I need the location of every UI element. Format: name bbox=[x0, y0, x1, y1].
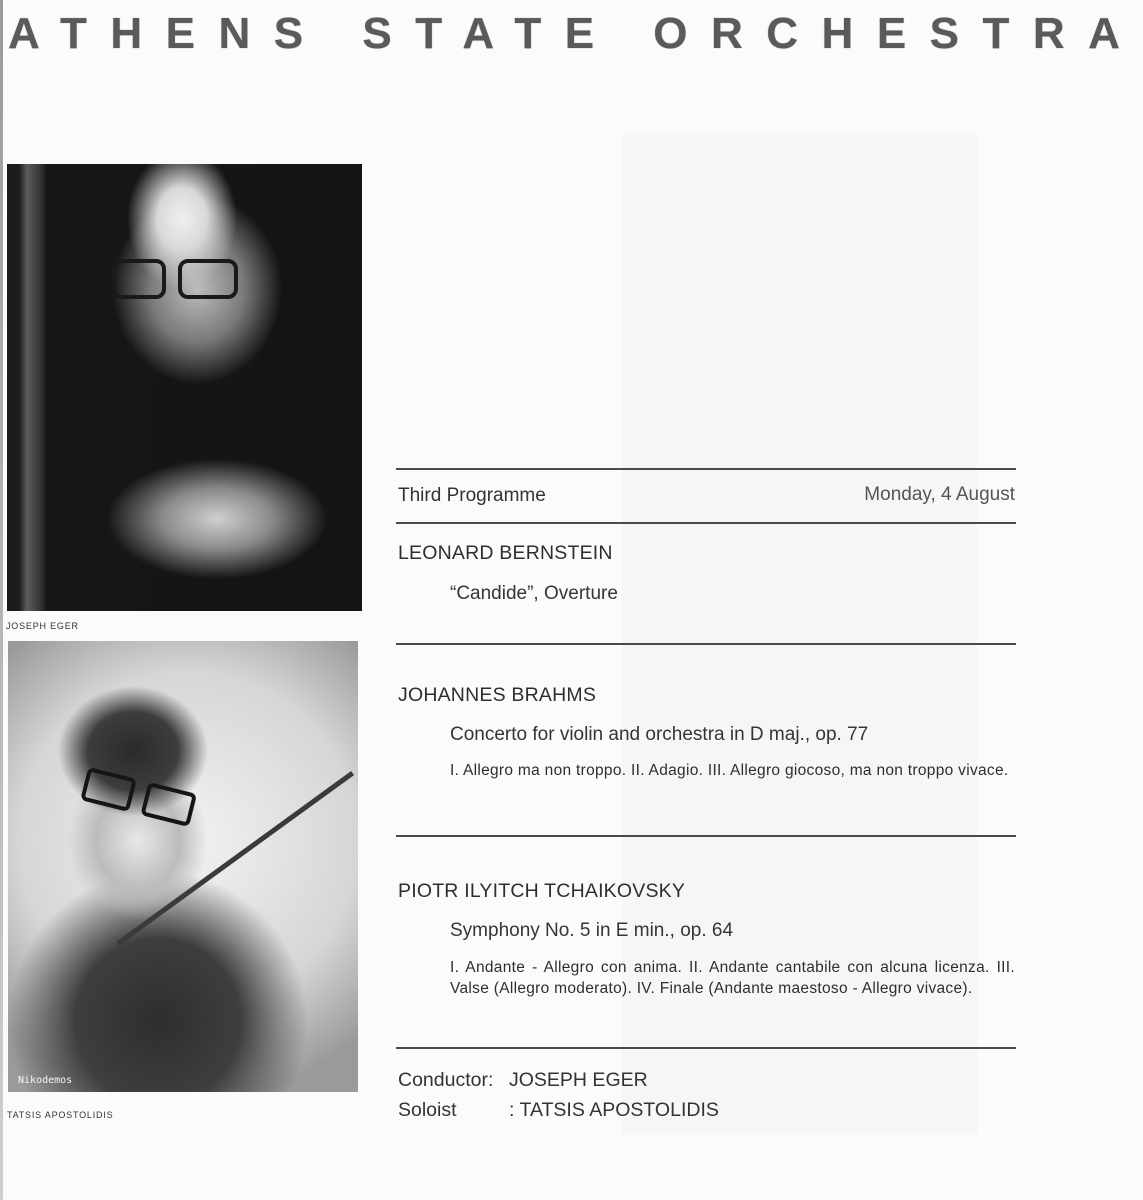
programme-date: Monday, 4 August bbox=[864, 484, 1015, 505]
photographer-credit: Nikodemos bbox=[18, 1075, 73, 1086]
page-edge-shadow bbox=[0, 0, 3, 1200]
composer-name: JOHANNES BRAHMS bbox=[398, 684, 597, 706]
soloist-label: Soloist bbox=[398, 1099, 457, 1121]
photo-joseph-eger bbox=[7, 164, 362, 611]
glasses-graphic bbox=[81, 767, 205, 825]
movements-list: I. Allegro ma non troppo. II. Adagio. III. Allegro giocoso, ma non troppo vivace. bbox=[450, 762, 1009, 779]
soloist-name: : TATSIS APOSTOLIDIS bbox=[509, 1099, 719, 1121]
masthead-title: ATHENS STATE ORCHESTRA bbox=[8, 9, 1143, 58]
divider bbox=[396, 835, 1016, 837]
photo-caption-eger: JOSEPH EGER bbox=[6, 621, 79, 631]
movements-list: I. Andante - Allegro con anima. II. Andante cantabile con alcuna licenza. III. Valse (Allegro moderato). IV. Finale (Andante maestoso - Allegro vivace). bbox=[450, 959, 1015, 997]
glasses-graphic bbox=[112, 259, 252, 293]
work-title: “Candide”, Overture bbox=[450, 583, 618, 604]
conductor-name: JOSEPH EGER bbox=[509, 1069, 648, 1091]
divider bbox=[396, 1047, 1016, 1049]
divider bbox=[396, 643, 1016, 645]
programme-label: Third Programme bbox=[398, 485, 546, 506]
work-title: Symphony No. 5 in E min., op. 64 bbox=[450, 920, 734, 941]
composer-name: LEONARD BERNSTEIN bbox=[398, 542, 613, 564]
conductor-label: Conductor: bbox=[398, 1069, 494, 1091]
divider bbox=[396, 522, 1016, 524]
work-title: Concerto for violin and orchestra in D maj., op. 77 bbox=[450, 724, 869, 745]
photo-caption-apostolidis: TATSIS APOSTOLIDIS bbox=[7, 1110, 114, 1120]
soloist-credit bbox=[398, 1099, 719, 1122]
composer-name: PIOTR ILYITCH TCHAIKOVSKY bbox=[398, 880, 686, 902]
divider bbox=[396, 468, 1016, 470]
conductor-credit bbox=[398, 1069, 648, 1092]
photo-tatsis-apostolidis bbox=[8, 641, 358, 1092]
